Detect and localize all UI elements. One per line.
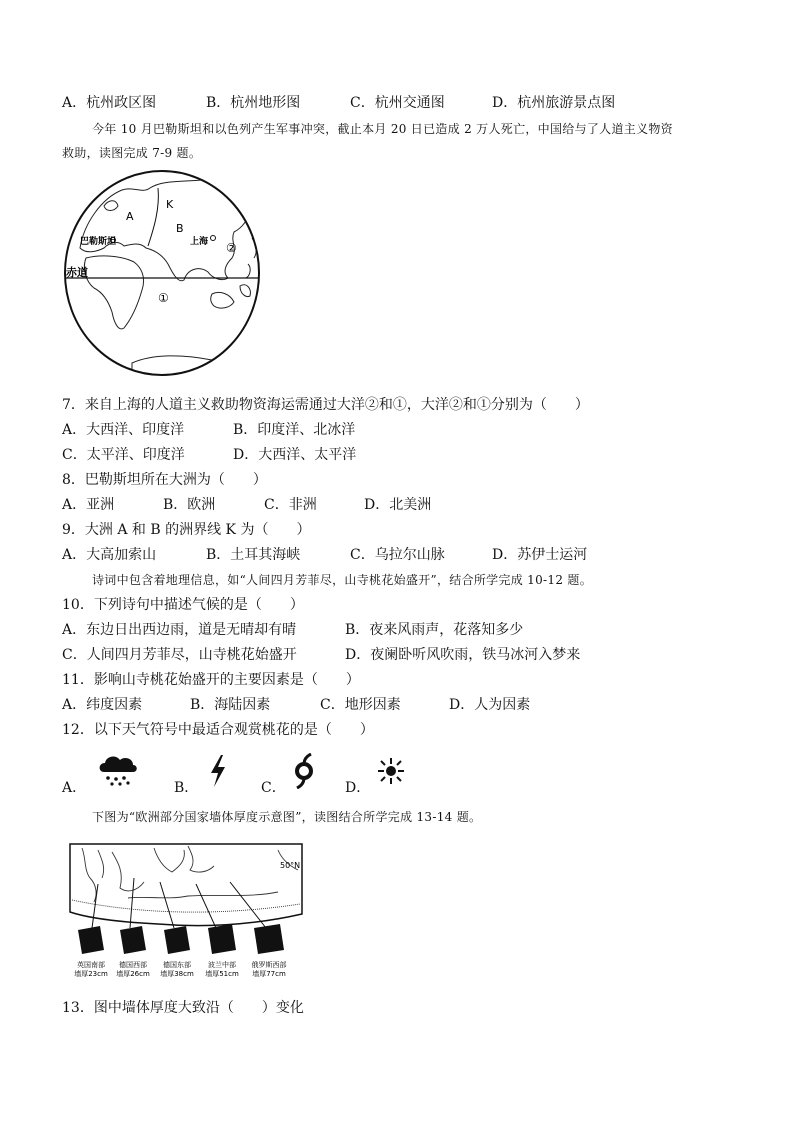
q8-option-d[interactable]: D．北美洲 [364, 497, 432, 513]
q12-option-a[interactable]: A． [62, 780, 87, 796]
europe-wall-map [68, 838, 308, 988]
q7-option-c[interactable]: C．太平洋、印度洋 [62, 447, 185, 463]
typhoon-icon [291, 753, 317, 789]
q8-stem: 8．巴勒斯坦所在大洲为（ ） [62, 472, 267, 488]
intro-13-14: 下图为“欧洲部分国家墙体厚度示意图”，读图结合所学完成 13-14 题。 [92, 810, 482, 824]
q8-option-b[interactable]: B．欧洲 [163, 497, 216, 513]
q7-stem: 7．来自上海的人道主义救助物资海运需通过大洋②和①，大洋②和①分别为（ ） [62, 397, 589, 413]
lightning-icon [207, 754, 229, 788]
label-k: K [166, 198, 174, 211]
q11-option-d[interactable]: D．人为因素 [449, 697, 531, 713]
rain-cloud-icon [96, 752, 140, 786]
q12-option-c[interactable]: C． [261, 780, 286, 796]
label-equator: 赤道 [66, 266, 88, 279]
q11-stem: 11．影响山寺桃花始盛开的主要因素是（ ） [62, 672, 360, 688]
intro-7-9-line1: 今年 10 月巴勒斯坦和以色列产生军事冲突，截止本月 20 日已造成 2 万人死亡，中国给与了人道主义物资 [92, 122, 673, 136]
q9-stem: 9．大洲 A 和 B 的洲界线 K 为（ ） [62, 522, 311, 538]
q12-stem: 12．以下天气符号中最适合观赏桃花的是（ ） [62, 722, 374, 738]
q10-option-d[interactable]: D．夜阑卧听风吹雨，铁马冰河入梦来 [345, 647, 581, 663]
q10-stem: 10．下列诗句中描述气候的是（ ） [62, 597, 304, 613]
q10-option-c[interactable]: C．人间四月芳菲尽，山寺桃花始盛开 [62, 647, 297, 663]
wall-thickness-4: 墙厚51cm [205, 970, 239, 978]
shanghai-marker [211, 236, 216, 241]
q11-option-c[interactable]: C．地形因素 [320, 697, 401, 713]
q6-option-a[interactable]: A．杭州政区图 [62, 95, 157, 111]
q9-option-d[interactable]: D．苏伊士运河 [492, 547, 588, 563]
wall-thickness-5: 墙厚77cm [252, 970, 286, 978]
label-50n: 50°N [280, 861, 301, 870]
wall-thickness-3: 墙厚38cm [160, 970, 194, 978]
q6-option-b[interactable]: B．杭州地形图 [206, 95, 301, 111]
wall-label-5: 俄罗斯西部 [251, 961, 287, 969]
world-map [62, 168, 262, 378]
sun-icon [377, 757, 405, 785]
q7-option-d[interactable]: D．大西洋、太平洋 [233, 447, 357, 463]
q6-option-d[interactable]: D．杭州旅游景点图 [492, 95, 616, 111]
intro-10-12: 诗词中包含着地理信息，如“人间四月芳菲尽，山寺桃花始盛开”，结合所学完成 10-12 题。 [92, 573, 592, 587]
q12-option-d[interactable]: D． [345, 780, 371, 796]
q9-option-b[interactable]: B．土耳其海峡 [206, 547, 301, 563]
q10-option-b[interactable]: B．夜来风雨声，花落知多少 [345, 622, 524, 638]
boundary-k [148, 188, 158, 246]
q8-option-c[interactable]: C．非洲 [264, 497, 317, 513]
wall-label-3: 德国东部 [163, 961, 191, 969]
q7-option-b[interactable]: B．印度洋、北冰洋 [233, 422, 356, 438]
q9-option-a[interactable]: A．大高加索山 [62, 547, 157, 563]
wall-label-1: 英国南部 [77, 961, 105, 969]
q6-option-c[interactable]: C．杭州交通图 [350, 95, 445, 111]
q8-option-a[interactable]: A．亚洲 [62, 497, 115, 513]
wall-label-2: 德国西部 [119, 961, 147, 969]
q12-option-b[interactable]: B． [174, 780, 199, 796]
label-shanghai: 上海 [190, 237, 209, 247]
q13-stem: 13．图中墙体厚度大致沿（ ）变化 [62, 1000, 304, 1016]
wall-thickness-2: 墙厚26cm [116, 970, 150, 978]
label-ocean-2: ② [226, 241, 237, 255]
globe-outline [65, 171, 259, 375]
wall-thickness-1: 墙厚23cm [74, 970, 108, 978]
intro-7-9-line2: 救助，读图完成 7-9 题。 [62, 146, 202, 160]
label-a: A [126, 210, 134, 223]
q7-option-a[interactable]: A．大西洋、印度洋 [62, 422, 185, 438]
label-b: B [176, 222, 184, 235]
q9-option-c[interactable]: C．乌拉尔山脉 [350, 547, 445, 563]
q10-option-a[interactable]: A．东边日出西边雨，道是无晴却有晴 [62, 622, 297, 638]
wall-label-4: 波兰中部 [208, 961, 236, 969]
q11-option-b[interactable]: B．海陆因素 [190, 697, 271, 713]
label-palestine: 巴勒斯坦 [80, 237, 117, 247]
q11-option-a[interactable]: A．纬度因素 [62, 697, 143, 713]
label-ocean-1: ① [158, 291, 169, 305]
